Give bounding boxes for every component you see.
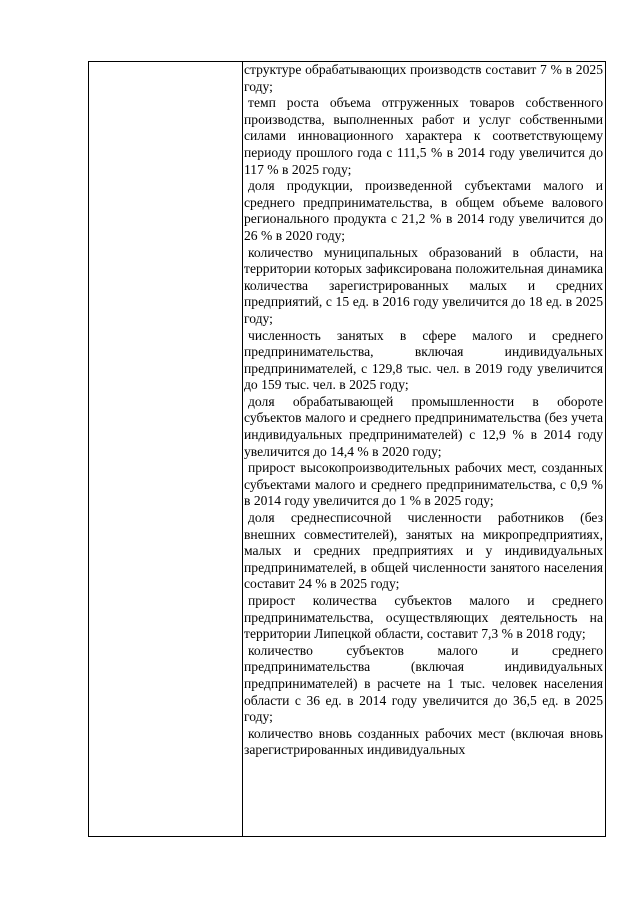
paragraph-11: количество вновь созданных рабочих мест (включая вновь зарегистрированных индивидуальных <box>244 725 603 758</box>
paragraph-7: прирост высокопроизводительных рабочих мест, созданных субъектами малого и среднего предпринимательства, с 0,9 % в 2014 году увеличится до 1 % в 2025 году; <box>244 460 603 509</box>
table-right-cell <box>243 62 605 836</box>
table-left-cell <box>89 62 243 836</box>
paragraph-9: прирост количества субъектов малого и среднего предпринимательства, осуществляющих деятельность на территории Липецкой области, составит 7,3 % в 2018 году; <box>244 593 603 642</box>
paragraph-10: количество субъектов малого и среднего предпринимательства (включая индивидуальных предпринимателей) в расчете на 1 тыс. человек населения области с 36 ед. в 2014 году увеличится до 36,5 ед. в 2025 году; <box>244 642 603 725</box>
indicators-table <box>88 61 606 837</box>
paragraph-3: доля продукции, произведенной субъектами малого и среднего предпринимательства, в общем объеме валового регионального продукта с 21,2 % в 2014 году увеличится до 26 % в 2020 году; <box>244 178 603 243</box>
paragraph-2: темп роста объема отгруженных товаров собственного производства, выполненных работ и услуг собственными силами инновационного характера к соответствующему периоду прошлого года с 111,5 % в 2014 году увеличится до 117 % в 2025 году; <box>244 95 603 177</box>
paragraph-6: доля обрабатывающей промышленности в обороте субъектов малого и среднего предпринимательства (без учета индивидуальных предпринимателей) с 12,9 % в 2014 году увеличится до 14,4 % в 2020 году; <box>244 393 603 459</box>
paragraph-4: количество муниципальных образований в области, на территории которых зафиксирована положительная динамика количества зарегистрированных малых и средних предприятий, с 15 ед. в 2016 году увеличится до 18 ед. в 2025 году; <box>244 244 603 326</box>
paragraph-8: доля среднесписочной численности работников (без внешних совместителей), занятых на микропредприятиях, малых и средних предприятиях и у индивидуальных предпринимателей, в общей численности занятого населения составит 24 % в 2025 году; <box>244 510 603 592</box>
paragraph-1: структуре обрабатывающих производств составит 7 % в 2025 году; <box>244 62 603 94</box>
paragraph-5: численность занятых в сфере малого и среднего предпринимательства, включая индивидуальных предпринимателей, с 129,8 тыс. чел. в 2019 году увеличится до 159 тыс. чел. в 2025 году; <box>244 327 603 393</box>
